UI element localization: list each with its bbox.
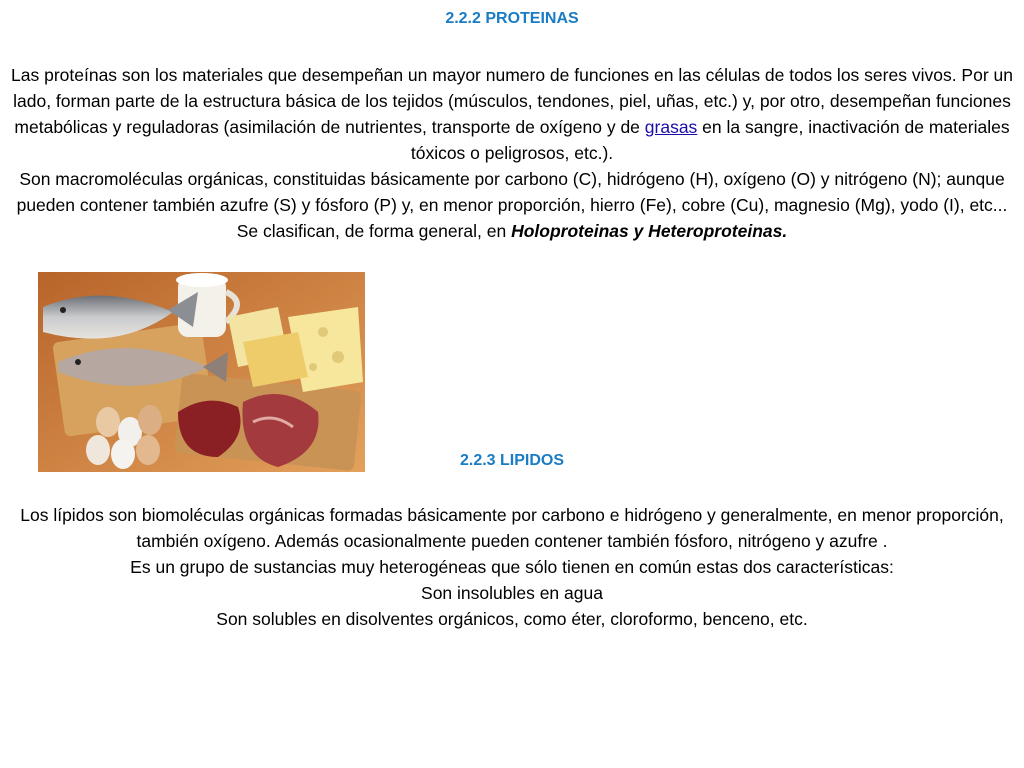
lipidos-paragraph-4: Son solubles en disolventes orgánicos, como éter, cloroformo, benceno, etc. xyxy=(216,609,808,629)
lipidos-paragraph-3: Son insolubles en agua xyxy=(421,583,603,603)
proteinas-paragraph-2: Son macromoléculas orgánicas, constituidas básicamente por carbono (C), hidrógeno (H), oxígeno (O) y nitrógeno (N); aunque pueden contener también azufre (S) y fósforo (P) y, en menor proporción, hierro (Fe), cobre (Cu), magnesio (Mg), yodo (I), etc... xyxy=(16,169,1008,215)
proteinas-paragraph-3 xyxy=(10,218,1014,244)
proteinas-p1-tail: en la sangre, inactivación de materiales tóxicos o peligrosos, etc.). xyxy=(410,117,1010,163)
lipidos-text xyxy=(10,502,1014,632)
proteinas-p1-text: Las proteínas son los materiales que desempeñan un mayor numero de funciones en las células de todos los seres vivos. Por un lado, forman parte de la estructura básica de los tejidos (músculos, tendones, piel, uñas, etc.) y, por otro, desempeñan funciones metabólicas y reguladoras (asimilación de nutrientes, transporte de oxígeno y de xyxy=(11,65,1013,137)
lipidos-paragraph-2: Es un grupo de sustancias muy heterogéneas que sólo tienen en común estas dos características: xyxy=(130,557,894,577)
proteinas-text xyxy=(10,62,1014,244)
protein-foods-photo xyxy=(38,272,365,472)
lipidos-paragraph-1: Los lípidos son biomoléculas orgánicas formadas básicamente por carbono e hidrógeno y generalmente, en menor proporción, también oxígeno. Además ocasionalmente pueden contener también fósforo, nitrógeno y azufre . xyxy=(20,505,1004,551)
proteinas-p3-text: Se clasifican, de forma general, en xyxy=(236,221,512,241)
proteinas-paragraph-1 xyxy=(10,62,1014,166)
lipidos-heading: 2.2.3 LIPIDOS xyxy=(459,452,565,469)
proteinas-heading: 2.2.2 PROTEINAS xyxy=(445,10,579,27)
grasas-link[interactable]: grasas xyxy=(644,117,698,137)
proteinas-classes: Holoproteinas y Heteroproteinas. xyxy=(511,221,788,241)
